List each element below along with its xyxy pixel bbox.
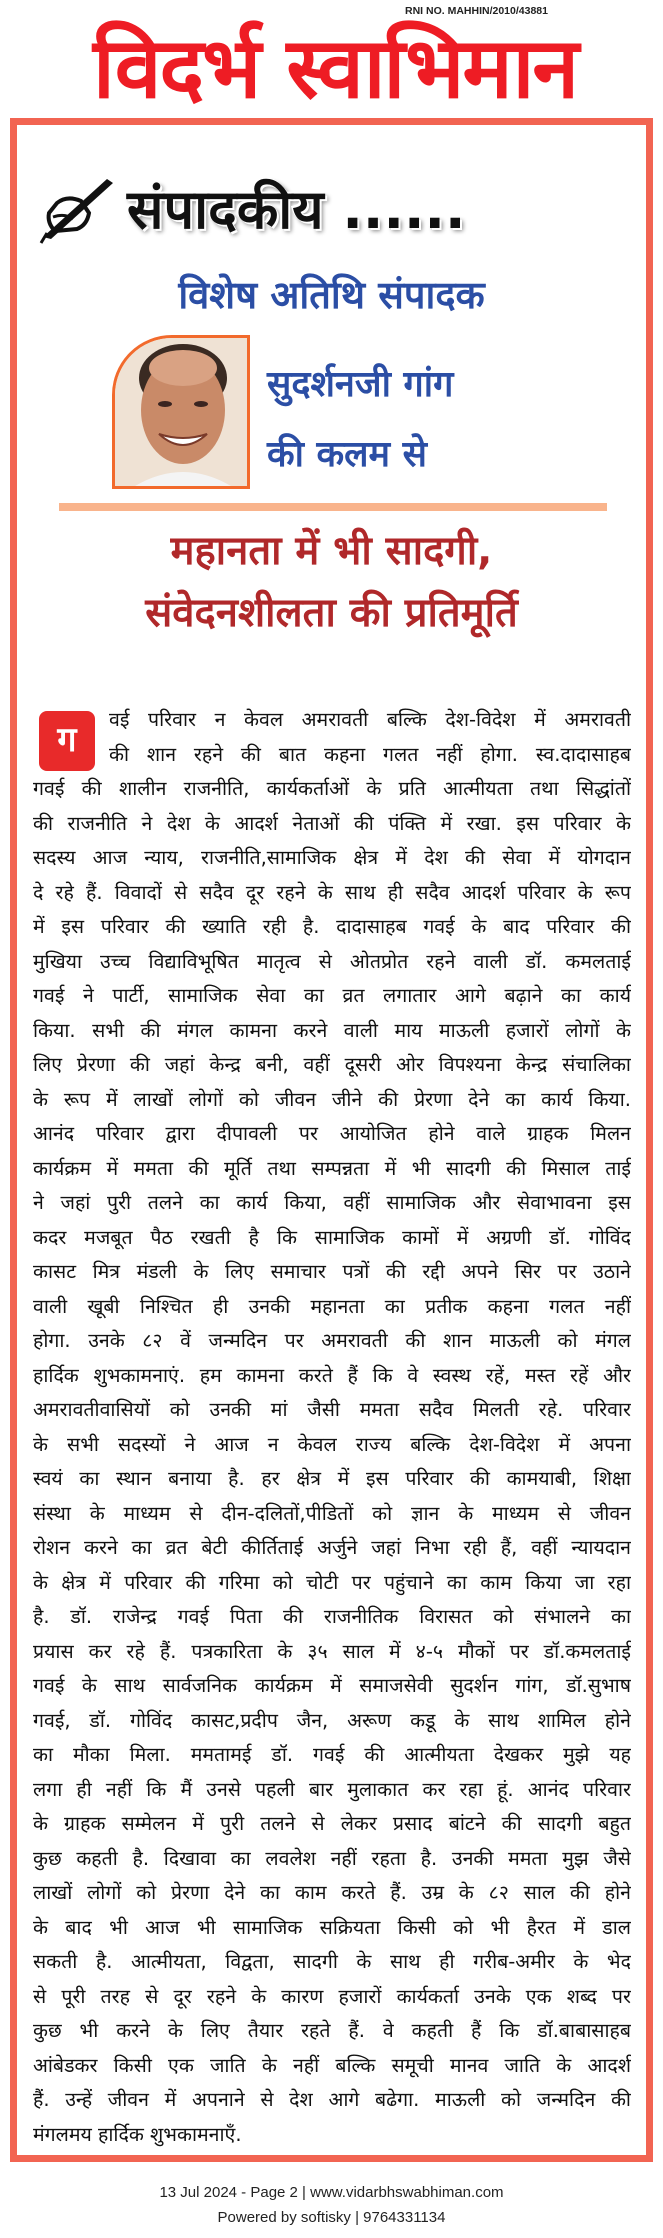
footer-powered-by: Powered by softisky | 9764331134 bbox=[217, 2209, 446, 2226]
footer bbox=[0, 2180, 663, 2230]
article-line: आनंद परिवार द्वारा दीपावली पर आयोजित होने वाले ग्राहक मिलन bbox=[33, 1122, 631, 1145]
article-line: आंबेडकर किसी एक जाति के नहीं बल्कि समूची मानव जाति के आदर्श bbox=[33, 2053, 631, 2077]
drop-cap: ग bbox=[39, 711, 95, 771]
article-line: है. डॉ. राजेन्द्र गवई पिता की राजनीतिक विरासत को संभालने का bbox=[33, 1605, 631, 1628]
article-line: सकती है. आत्मीयता, विद्वता, सादगी के साथ ही गरीब-अमीर के भेद bbox=[33, 1950, 631, 1973]
article-line: के क्षेत्र में परिवार की गरिमा को चोटी पर पहुंचाने का काम किया जा रहा bbox=[33, 1570, 631, 1594]
article-line: गवई ने पार्टी, सामाजिक सेवा का व्रत लगातार आगे बढ़ाने का कार्य bbox=[33, 984, 631, 1007]
pen-writing-icon bbox=[37, 173, 117, 245]
article-line: कासट मित्र मंडली के लिए समाचार पत्रों की रद्दी अपने सिर पर उठाने bbox=[33, 1260, 631, 1283]
article-line: कुछ कहती है. दिखावा का लवलेश नहीं रहता है. उनकी ममता मुझ जैसे bbox=[33, 1846, 631, 1870]
article-body bbox=[33, 703, 631, 2152]
article-line: प्रयास कर रहे हैं. पत्रकारिता के ३५ साल में ४-५ मौकों पर डॉ.कमलताई bbox=[33, 1639, 631, 1663]
article-line: गवई के साथ सार्वजनिक कार्यक्रम में समाजसेवी सुदर्शन गांग, डॉ.सुभाष bbox=[33, 1674, 631, 1697]
guest-editor-label: विशेष अतिथि संपादक bbox=[178, 273, 485, 317]
article-line: लिए प्रेरणा की जहां केन्द्र बनी, वहीं दूसरी ओर विपश्यना केन्द्र संचालिका bbox=[33, 1053, 631, 1076]
article-line: वई परिवार न केवल अमरावती बल्कि देश-विदेश में अमरावती bbox=[109, 708, 631, 731]
newspaper-logo-title: विदर्भ स्वाभिमान bbox=[93, 19, 577, 117]
editorial-header bbox=[37, 165, 637, 255]
article-line: गवई, डॉ. गोविंद कासट,प्रदीप जैन, अरूण कडू के साथ शामिल होने bbox=[33, 1708, 631, 1732]
headline-line: महानता में भी सादगी, bbox=[170, 528, 493, 574]
editorial-section-title: संपादकीय ...... bbox=[127, 178, 466, 241]
article-line: सदस्य आज न्याय, राजनीति,सामाजिक क्षेत्र में देश की सेवा में योगदान bbox=[33, 846, 631, 869]
article-line: की शान रहने की बात कहना गलत नहीं होगा. स्व.दादासाहब bbox=[109, 742, 631, 766]
headline-line: संवेदनशीलता की प्रतिमूर्ति bbox=[145, 590, 518, 636]
rni-number: RNI NO. MAHHIN/2010/43881 bbox=[405, 5, 548, 17]
article-line: कुछ भी करने के लिए तैयार रहते हैं. वे कहती हैं कि डॉ.बाबासाहब bbox=[33, 2019, 631, 2042]
author-photo bbox=[112, 335, 250, 489]
article-line: के सभी सदस्यों ने आज न केवल राज्य बल्कि देश-विदेश में अपना bbox=[33, 1432, 631, 1456]
article-line: के बाद भी आज भी सामाजिक सक्रियता किसी को भी हैरत में डाल bbox=[33, 1915, 631, 1939]
article-line: के ग्राहक सम्मेलन में पुरी तलने से लेकर प्रसाद बांटने की सादगी बहुत bbox=[33, 1812, 631, 1835]
article-line: में इस परिवार की ख्याति रही है. दादासाहब गवई के बाद परिवार की bbox=[33, 915, 631, 938]
author-name: सुदर्शनजी गांग bbox=[267, 364, 454, 405]
article-line: रोशन करने का व्रत बेटी कीर्तिताई अर्जुने जहां निभा रही हैं, वहीं न्यायदान bbox=[33, 1536, 631, 1559]
article-line: का मौका मिला. ममतामई डॉ. गवई की आत्मीयता देखकर मुझे यह bbox=[33, 1743, 631, 1766]
article-line: के रूप में लाखों लोगों को जीवन जीने की प्रेरणा देने का कार्य किया. bbox=[33, 1087, 631, 1111]
article-line: किया. सभी की मंगल कामना करने वाली माय माऊली हजारों लोगों के bbox=[33, 1018, 631, 1042]
article-line: मंगलमय हार्दिक शुभकामनाएँ. bbox=[33, 2122, 242, 2146]
article-line: वाली खूबी निश्चित ही उनकी महानता का प्रतीक कहना गलत नहीं bbox=[33, 1294, 631, 1318]
article-line: ने जहां पुरी तलने का कार्य किया, वहीं सामाजिक और सेवाभावना इस bbox=[33, 1191, 631, 1214]
article-line: हैं. उन्हें जीवन में अपनाने से देश आगे बढेगा. माऊली को जन्मदिन की bbox=[33, 2088, 631, 2111]
article-line: कदर मजबूत पैठ रखती है कि सामाजिक कामों में अग्रणी डॉ. गोविंद bbox=[33, 1225, 631, 1249]
footer-date-page-site: 13 Jul 2024 - Page 2 | www.vidarbhswabhiman.com bbox=[159, 2184, 504, 2201]
article-line: लगा ही नहीं कि मैं उनसे पहली बार मुलाकात कर रहा हूं. आनंद परिवार bbox=[33, 1777, 631, 1801]
article-line: स्वयं का स्थान बनाया है. हर क्षेत्र में इस परिवार की कामयाबी, शिक्षा bbox=[33, 1467, 631, 1490]
article-line: गवई की शालीन राजनीति, कार्यकर्ताओं के प्रति आत्मीयता तथा सिद्धांतों bbox=[33, 777, 631, 800]
article-line: कार्यक्रम में ममता की मूर्ति तथा सम्पन्नता में भी सादगी की मिसाल ताई bbox=[33, 1156, 631, 1180]
article-line: होगा. उनके ८२ वें जन्मदिन पर अमरावती की शान माऊली को मंगल bbox=[33, 1329, 631, 1352]
article-line: हार्दिक शुभकामनाएं. हम कामना करते हैं कि वे स्वस्थ रहें, मस्त रहें और bbox=[33, 1363, 631, 1387]
article-line: से पूरी तरह से दूर रहने के कारण हजारों कार्यकर्ता उनके एक शब्द पर bbox=[33, 1984, 631, 2008]
masthead bbox=[0, 0, 663, 118]
article-line: संस्था के माध्यम से दीन-दलितों,पीडितों को ज्ञान के माध्यम से जीवन bbox=[33, 1501, 631, 1525]
author-byline: की कलम से bbox=[267, 434, 427, 475]
article-headline bbox=[17, 520, 646, 644]
article-line: मुखिया उच्च विद्याविभूषित मातृत्व से ओतप्रोत रहने वाली डॉ. कमलताई bbox=[33, 949, 631, 973]
divider bbox=[59, 503, 607, 511]
article-line: अमरावतीवासियों को उनकी मां जैसी ममता सदैव मिलती रहे. परिवार bbox=[33, 1398, 631, 1421]
author-name-block bbox=[267, 350, 453, 490]
article-line: दे रहे हैं. विवादों से सदैव दूर रहने के साथ ही सदैव आदर्श परिवार के रूप bbox=[33, 880, 631, 904]
editorial-frame bbox=[10, 118, 653, 2162]
article-line: की राजनीति ने देश के आदर्श नेताओं की पंक्ति में रखा. इस परिवार के bbox=[33, 811, 631, 835]
article-line: लाखों लोगों को प्रेरणा देने का काम करते हैं. उम्र के ८२ साल की होने bbox=[33, 1881, 631, 1904]
